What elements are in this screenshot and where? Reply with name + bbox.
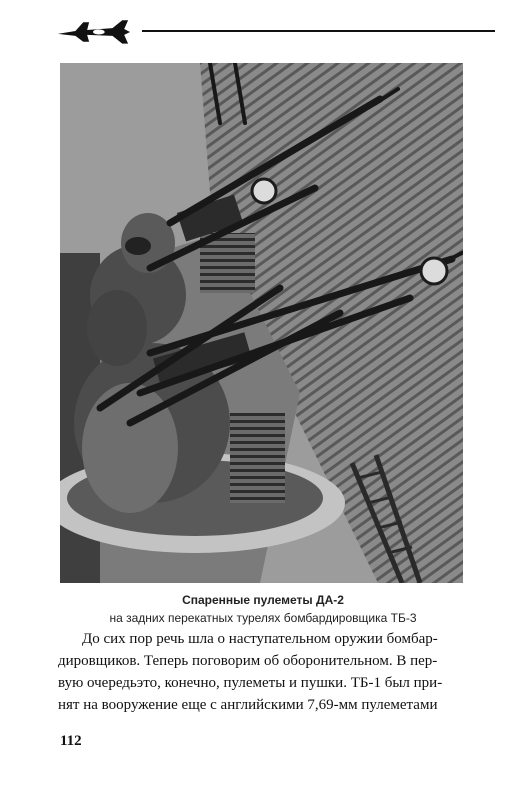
airplane-icon — [54, 14, 132, 48]
text-line: До сих пор речь шла о наступательном оружии бомбар- — [82, 631, 438, 647]
header-rule — [142, 30, 495, 32]
text-line: дировщиков. Теперь поговорим об оборонительном. В пер- — [58, 653, 438, 669]
text-line: нят на вооружение еще с английскими 7,69-мм пулеметами — [58, 697, 438, 713]
turret-photo — [60, 63, 463, 583]
page-header — [40, 8, 495, 52]
body-text — [58, 628, 464, 716]
page-number: 112 — [60, 733, 82, 749]
photo — [60, 63, 463, 583]
photo-caption-title: Спаренные пулеметы ДА-2 — [182, 593, 344, 607]
text-line: вую очередьэто, конечно, пулеметы и пушки. ТБ-1 был при- — [58, 675, 443, 691]
photo-caption-subtitle: на задних перекатных турелях бомбардировщика ТБ-3 — [109, 611, 417, 625]
